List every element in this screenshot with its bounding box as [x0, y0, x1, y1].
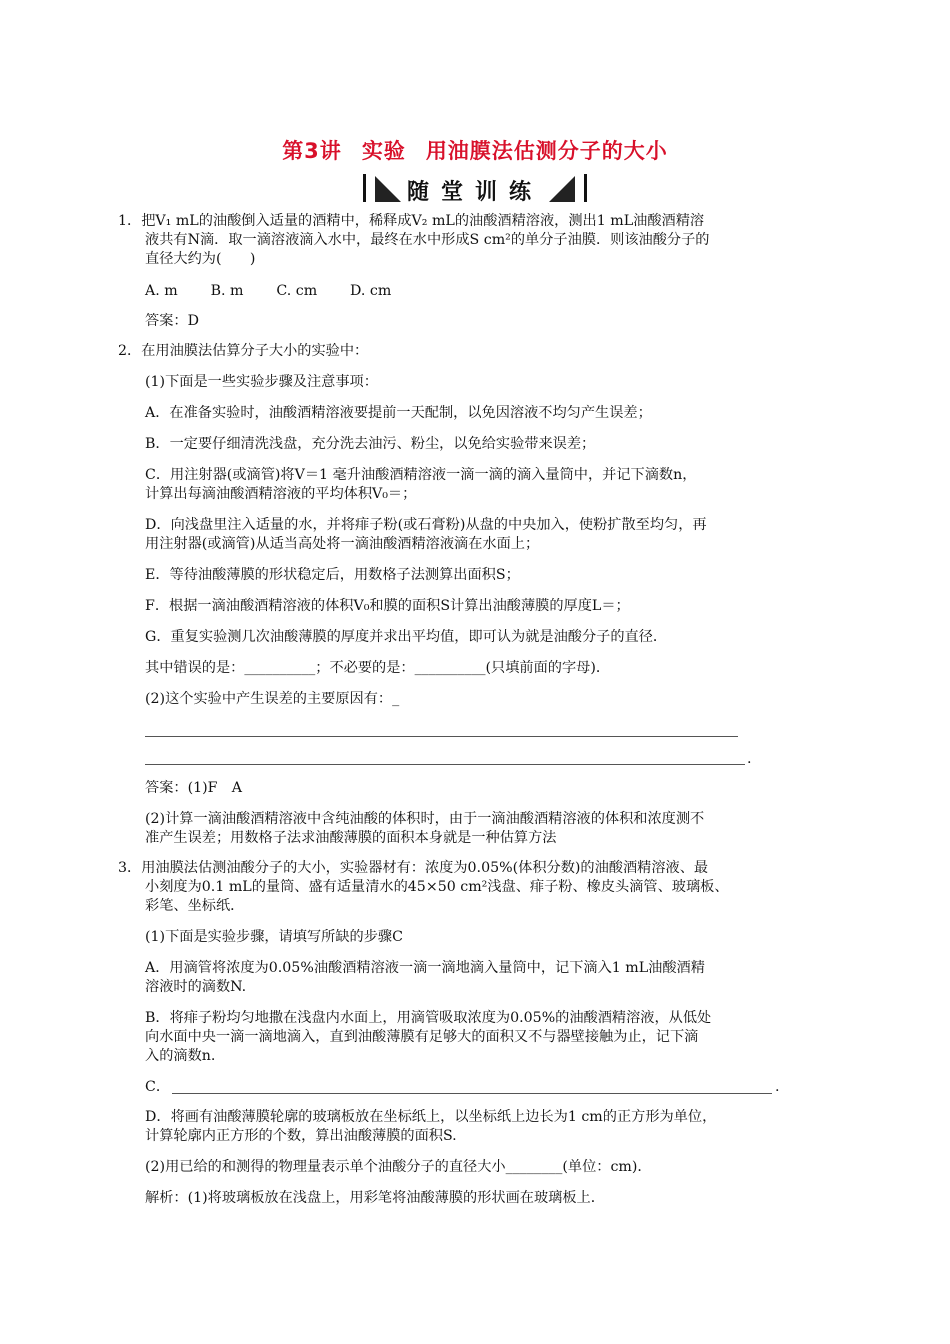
- section-banner: [0, 172, 950, 206]
- q2-answer-2-line-1: (2)计算一滴油酸酒精溶液中含纯油酸的体积时，由于一滴油酸酒精溶液的体积和浓度测不: [145, 811, 705, 827]
- q2-stem: 2．在用油膜法估算分子大小的实验中：: [118, 343, 369, 359]
- q2-step-f: F．根据一滴油酸酒精溶液的体积V₀和膜的面积S计算出油酸薄膜的厚度L＝；: [145, 598, 630, 614]
- q3-step-a-line-1: A．用滴管将浓度为0.05%油酸酒精溶液一滴一滴地滴入量筒中，记下滴入1 mL油酸酒精: [145, 960, 705, 976]
- q3-part2: (2)用已给的和测得的物理量表示单个油酸分子的直径大小________(单位：cm)．: [145, 1159, 652, 1175]
- q3-step-c-label: C．: [145, 1079, 171, 1095]
- q2-fill-blanks: 其中错误的是：__________；不必要的是：__________(只填前面的字母)．: [145, 660, 611, 676]
- banner-right-triangle-icon: [549, 176, 575, 202]
- q3-step-c-blank: [172, 1093, 772, 1094]
- q3-step-c-period: .: [775, 1079, 780, 1095]
- q3-step-b-line-1: B．将痱子粉均匀地撒在浅盘内水面上，用滴管吸取浓度为0.05%的油酸酒精溶液，从低处: [145, 1010, 712, 1026]
- q2-step-g: G．重复实验测几次油酸薄膜的厚度并求出平均值，即可认为就是油酸分子的直径．: [145, 629, 668, 645]
- q2-step-d-line-1: D．向浅盘里注入适量的水，并将痱子粉(或石膏粉)从盘的中央加入，使粉扩散至均匀，再: [145, 517, 707, 533]
- lecture-number: 第3讲: [282, 139, 342, 163]
- q2-step-d-line-2: 用注射器(或滴管)从适当高处将一滴油酸酒精溶液滴在水面上；: [145, 536, 540, 552]
- q2-answer-line-1: [145, 736, 738, 737]
- title-topic: 用油膜法估测分子的大小: [425, 139, 668, 163]
- q2-step-e: E．等待油酸薄膜的形状稳定后，用数格子法测算出面积S；: [145, 567, 520, 583]
- q2-step-a: A．在准备实验时，油酸酒精溶液要提前一天配制，以免因溶液不均匀产生误差；: [145, 405, 652, 421]
- q2-part1-intro: (1)下面是一些实验步骤及注意事项：: [145, 374, 378, 390]
- q2-step-c-line-2: 计算出每滴油酸酒精溶液的平均体积V₀＝；: [145, 486, 417, 502]
- q2-step-b: B．一定要仔细清洗浅盘，充分洗去油污、粉尘，以免给实验带来误差；: [145, 436, 596, 452]
- q3-step-a-line-2: 溶液时的滴数N.: [145, 979, 247, 995]
- page-title: [0, 135, 950, 165]
- q2-answer-2-line-2: 准产生误差；用数格子法求油酸薄膜的面积本身就是一种估算方法: [145, 830, 557, 846]
- q2-step-c-line-1: C．用注射器(或滴管)将V＝1 毫升油酸酒精溶液一滴一滴的滴入量筒中，并记下滴数n，: [145, 467, 697, 483]
- q3-step-d-line-2: 计算轮廓内正方形的个数，算出油酸薄膜的面积S.: [145, 1128, 457, 1144]
- title-experiment: 实验: [361, 139, 406, 163]
- q1-line-1: 1．把V₁ mL的油酸倒入适量的酒精中，稀释成V₂ mL的油酸酒精溶液，测出1 mL油酸酒精溶: [118, 213, 705, 229]
- q3-step-b-line-2: 向水面中央一滴一滴地滴入，直到油酸薄膜有足够大的面积又不与器壁接触为止，记下滴: [145, 1029, 699, 1045]
- q3-analysis: 解析：(1)将玻璃板放在浅盘上，用彩笔将油酸薄膜的形状画在玻璃板上．: [145, 1190, 605, 1206]
- q2-answer-1: 答案：(1)F A: [145, 780, 242, 796]
- banner-label: 随堂训练: [406, 180, 543, 205]
- q1-options: A. m B. m C. cm D. cm: [145, 283, 392, 299]
- q3-step-d-line-1: D．将画有油酸薄膜轮廓的玻璃板放在坐标纸上，以坐标纸上边长为1 cm的正方形为单位，: [145, 1109, 717, 1125]
- banner-right-bar: [584, 174, 587, 202]
- q1-answer: 答案：D: [145, 313, 199, 329]
- q3-step-b-line-3: 入的滴数n.: [145, 1048, 216, 1064]
- q3-stem-line-3: 彩笔、坐标纸．: [145, 898, 245, 914]
- q1-line-2: 液共有N滴．取一滴溶液滴入水中，最终在水中形成S cm²的单分子油膜．则该油酸分子的: [145, 232, 710, 248]
- q3-stem-line-2: 小刻度为0.1 mL的量筒、盛有适量清水的45×50 cm²浅盘、痱子粉、橡皮头滴管、玻璃板、: [145, 879, 729, 895]
- q2-part2-prompt: (2)这个实验中产生误差的主要原因有：_: [145, 691, 400, 707]
- q3-stem-line-1: 3．用油膜法估测油酸分子的大小，实验器材有：浓度为0.05%(体积分数)的油酸酒精溶液、最: [118, 860, 709, 876]
- q3-part1-intro: (1)下面是实验步骤，请填写所缺的步骤C: [145, 929, 403, 945]
- q2-answer-line-period: .: [747, 751, 752, 767]
- q1-line-3: 直径大约为( ): [145, 251, 256, 267]
- q2-answer-line-2: [145, 764, 745, 765]
